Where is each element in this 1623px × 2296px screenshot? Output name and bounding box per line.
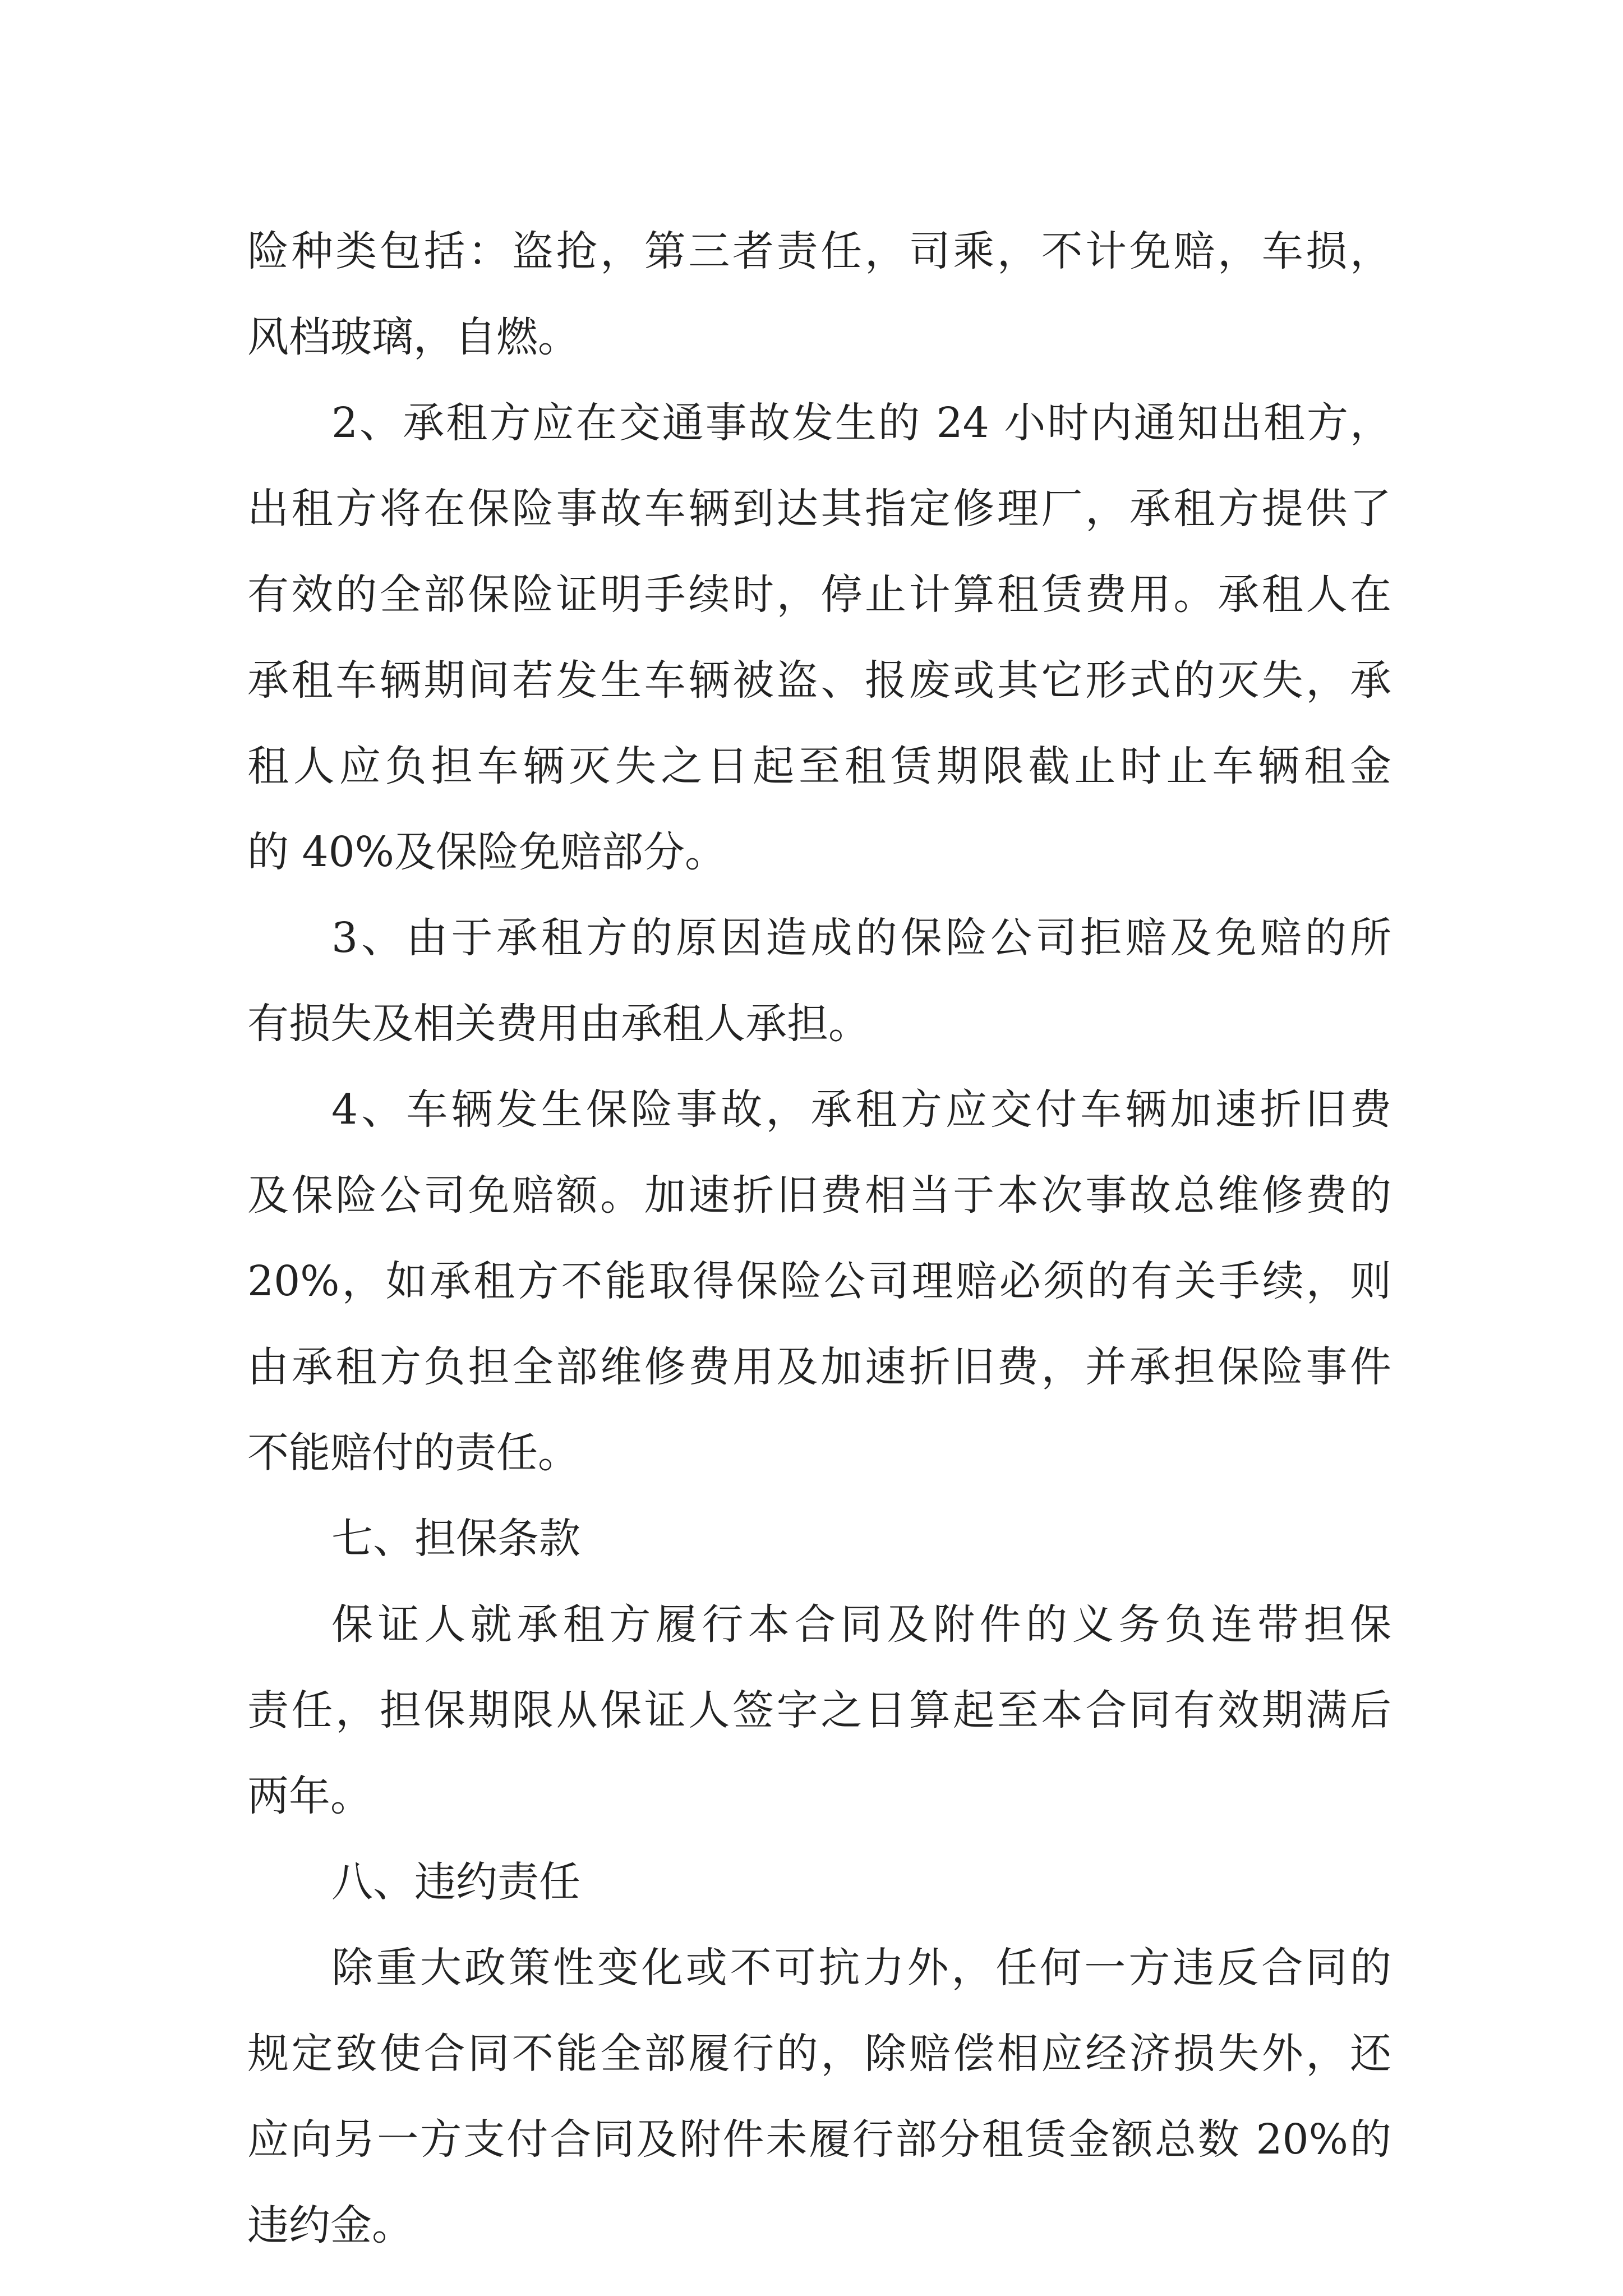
text-line: 风档玻璃，自燃。: [247, 313, 579, 361]
clause-3-line: 3、由于承租方的原因造成的保险公司拒赔及免赔的所: [331, 914, 1391, 962]
section-heading-breach: 八、违约责任: [331, 1858, 580, 1906]
text-line: 及保险公司免赔额。加速折旧费相当于本次事故总维修费的: [247, 1171, 1391, 1220]
text-line: 规定致使合同不能全部履行的，除赔偿相应经济损失外，还: [247, 2030, 1391, 2078]
text-line: 应向另一方支付合同及附件未履行部分租赁金额总数 20%的: [247, 2115, 1391, 2164]
text-line: 20%，如承租方不能取得保险公司理赔必须的有关手续，则: [247, 1257, 1391, 1305]
text-line: 违约金。: [247, 2201, 413, 2249]
text-line: 租人应负担车辆灭失之日起至租赁期限截止时止车辆租金: [247, 742, 1391, 790]
text-line: 出租方将在保险事故车辆到达其指定修理厂，承租方提供了: [247, 485, 1391, 533]
text-line: 由承租方负担全部维修费用及加速折旧费，并承担保险事件: [247, 1343, 1391, 1391]
text-line: 责任，担保期限从保证人签字之日算起至本合同有效期满后: [247, 1686, 1391, 1734]
breach-text-line: 除重大政策性变化或不可抗力外，任何一方违反合同的: [331, 1944, 1391, 1992]
text-line: 的 40%及保险免赔部分。: [247, 828, 726, 876]
document-body: [247, 209, 1391, 2269]
guarantee-text-line: 保证人就承租方履行本合同及附件的义务负连带担保: [331, 1600, 1391, 1649]
text-line: 有效的全部保险证明手续时，停止计算租赁费用。承租人在: [247, 570, 1391, 619]
text-line: 险种类包括：盗抢，第三者责任，司乘，不计免赔，车损，: [247, 227, 1391, 275]
text-line: 有损失及相关费用由承租人承担。: [247, 1000, 870, 1048]
clause-2-line: 2、承租方应在交通事故发生的 24 小时内通知出租方，: [331, 399, 1391, 447]
section-heading-guarantee: 七、担保条款: [331, 1515, 580, 1563]
text-line: 两年。: [247, 1772, 372, 1820]
text-line: 不能赔付的责任。: [247, 1429, 579, 1477]
clause-4-line: 4、车辆发生保险事故，承租方应交付车辆加速折旧费: [331, 1085, 1391, 1134]
text-line: 承租车辆期间若发生车辆被盗、报废或其它形式的灭失，承: [247, 656, 1391, 705]
